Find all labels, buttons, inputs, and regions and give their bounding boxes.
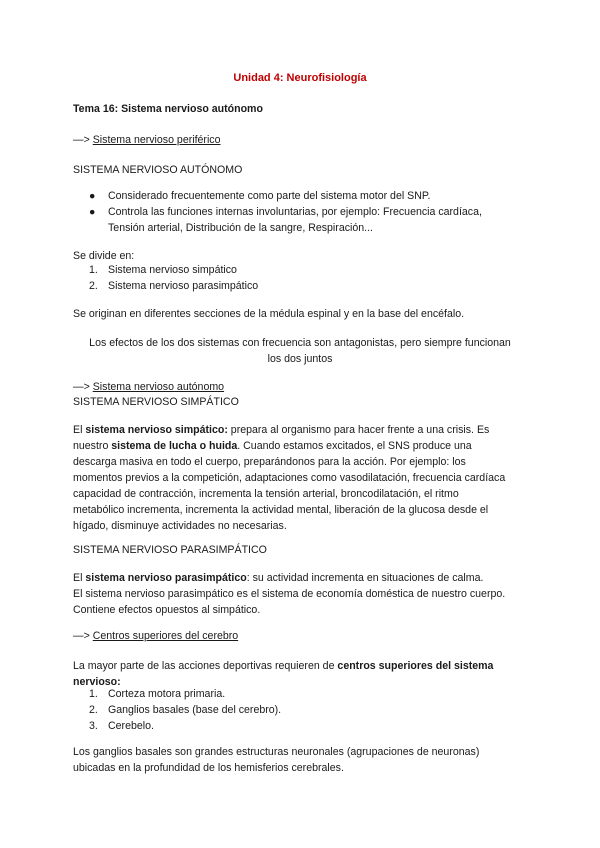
centers-list	[73, 686, 533, 734]
arrow-text: —>	[73, 134, 90, 146]
arrow-text: —>	[73, 381, 90, 393]
list-item: 1. Corteza motora primaria.	[89, 688, 226, 700]
section-heading-autonomic: SISTEMA NERVIOSO AUTÓNOMO	[73, 164, 243, 176]
divide-intro: Se divide en:	[73, 250, 135, 262]
link-peripheral[interactable]: Sistema nervioso periférico	[92, 134, 221, 146]
sympathetic-paragraph: El sistema nervioso simpático: prepara al organismo para hacer frente a una crisis. Es nuestro sistema de lucha o huida. Cuando estamos excitados, el SNS produce una descarga masiva en todo el cuerpo, preparándonos para la acción. Por ejemplo: los momentos previos a la competición, adaptaciones como vasodilatación, frecuencia cardíaca capacidad de contracción, incrementa la tensión arterial, broncodilatación, el ritmo metabólico incrementa, incrementa la actividad mental, liberación de la glucosa desde el hígado, disminuye actividades no necesarias.	[73, 424, 506, 532]
list-item: 2. Sistema nervioso parasimpático	[89, 280, 259, 292]
centers-link-line	[73, 628, 533, 644]
list-item: 2. Ganglios basales (base del cerebro).	[89, 704, 282, 716]
link-centers[interactable]: Centros superiores del cerebro	[92, 630, 239, 642]
topic-title: Tema 16: Sistema nervioso autónomo	[73, 103, 263, 115]
origin-paragraph: Se originan en diferentes secciones de la médula espinal y en la base del encéfalo.	[73, 308, 465, 320]
basal-ganglia-paragraph: Los ganglios basales son grandes estructuras neuronales (agrupaciones de neuronas) ubicadas en la profundidad de los hemisferios cerebrales.	[73, 746, 480, 774]
parasympathetic-paragraph: El sistema nervioso parasimpático: su actividad incrementa en situaciones de calma. El sistema nervioso parasimpático es el sistema de economía doméstica de nuestro cuerpo. Contiene efectos opuestos al simpático.	[73, 572, 506, 616]
list-item-continuation: Tensión arterial, Distribución de la sangre, Respiración...	[108, 222, 373, 234]
peripheral-link-line	[73, 132, 533, 148]
divide-list	[73, 262, 533, 294]
autonomic-link-line	[73, 379, 533, 395]
arrow-text: —>	[73, 630, 90, 642]
section-heading-sympathetic: SISTEMA NERVIOSO SIMPÁTICO	[73, 396, 239, 408]
autonomic-bullet-list	[73, 188, 533, 236]
antagonist-note: Los efectos de los dos sistemas con frecuencia son antagonistas, pero siempre funcionan los dos juntos	[89, 337, 511, 365]
bullet-icon: ●	[89, 206, 96, 218]
list-item: 3. Cerebelo.	[89, 720, 154, 732]
list-item: ● Considerado frecuentemente como parte del sistema motor del SNP.	[89, 190, 431, 202]
unit-title: Unidad 4: Neurofisiología	[233, 72, 367, 84]
list-item: ● Controla las funciones internas involuntarias, por ejemplo: Frecuencia cardíaca,	[89, 206, 482, 218]
link-autonomic[interactable]: Sistema nervioso autónomo	[92, 381, 225, 393]
centers-intro: La mayor parte de las acciones deportivas requieren de centros superiores del sistema nervioso:	[73, 660, 494, 688]
list-item: 1. Sistema nervioso simpático	[89, 264, 237, 276]
section-heading-parasympathetic: SISTEMA NERVIOSO PARASIMPÁTICO	[73, 544, 267, 556]
bullet-icon: ●	[89, 190, 96, 202]
